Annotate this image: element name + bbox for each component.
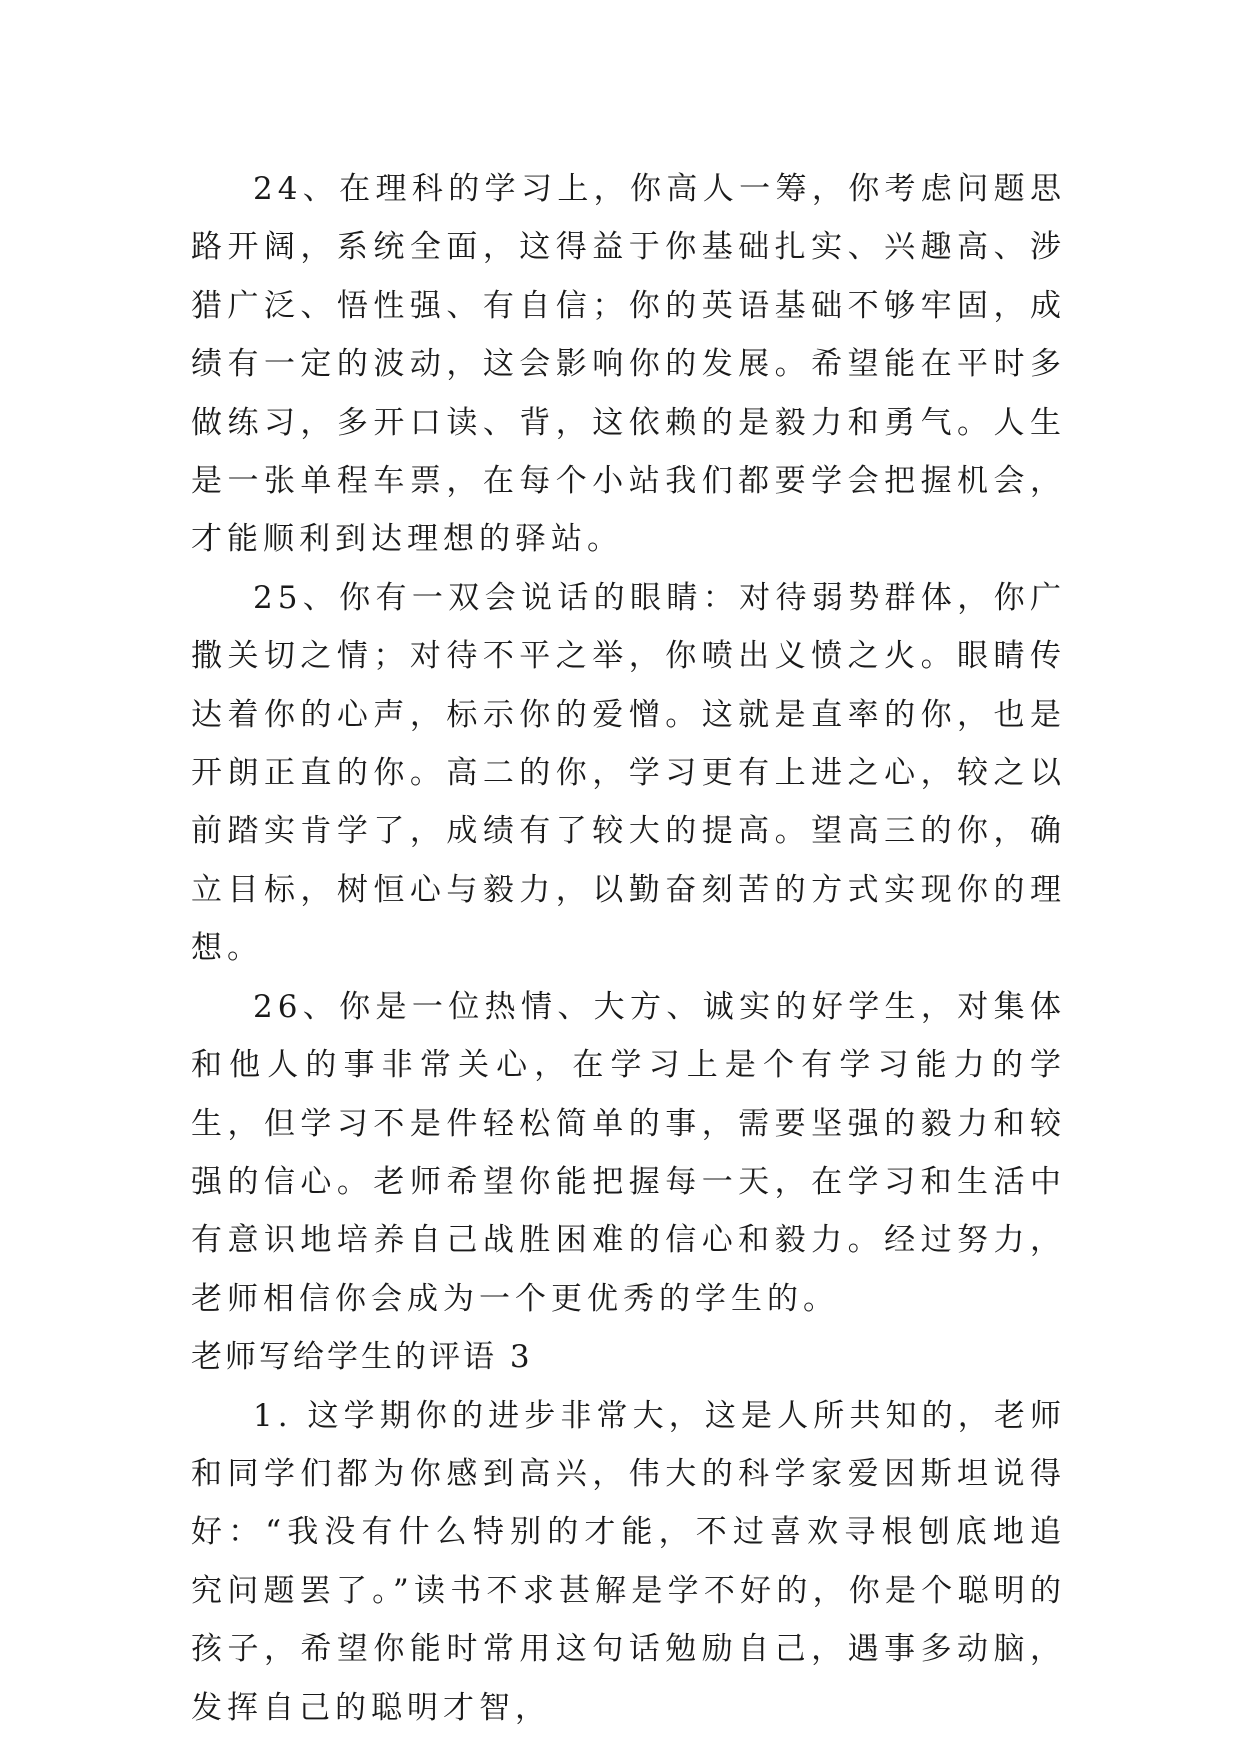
comment-paragraph-25: 25、你有一双会说话的眼睛：对待弱势群体，你广撒关切之情；对待不平之举，你喷出义愤之火。眼睛传达着你的心声，标示你的爱憎。这就是直率的你，也是开朗正直的你。高二的你，学习更有上进之心，较之以前踏实肯学了，成绩有了较大的提高。望高三的你，确立目标，树恒心与毅力，以勤奋刻苦的方式实现你的理想。 (191, 579, 1066, 967)
comment-paragraph-24: 24、在理科的学习上，你高人一筹，你考虑问题思路开阔，系统全面，这得益于你基础扎实、兴趣高、涉猎广泛、悟性强、有自信；你的英语基础不够牢固，成绩有一定的波动，这会影响你的发展。希望能在平时多做练习，多开口读、背，这依赖的是毅力和勇气。人生是一张单程车票，在每个小站我们都要学会把握机会，才能顺利到达理想的驿站。 (191, 171, 1066, 558)
section-heading: 老师写给学生的评语 3 (191, 1339, 533, 1376)
document-body (191, 160, 1066, 1737)
comment-paragraph-1: 1. 这学期你的进步非常大，这是人所共知的，老师和同学们都为你感到高兴，伟大的科学家爱因斯坦说得好：“我没有什么特别的才能，不过喜欢寻根刨底地追究问题罢了。”读书不求甚解是学不好的，你是个聪明的孩子，希望你能时常用这句话勉励自己，遇事多动脑，发挥自己的聪明才智， (191, 1397, 1066, 1726)
comment-paragraph-26: 26、你是一位热情、大方、诚实的好学生，对集体和他人的事非常关心，在学习上是个有学习能力的学生，但学习不是件轻松简单的事，需要坚强的毅力和较强的信心。老师希望你能把握每一天，在学习和生活中有意识地培养自己战胜困难的信心和毅力。经过努力，老师相信你会成为一个更优秀的学生的。 (191, 988, 1066, 1317)
